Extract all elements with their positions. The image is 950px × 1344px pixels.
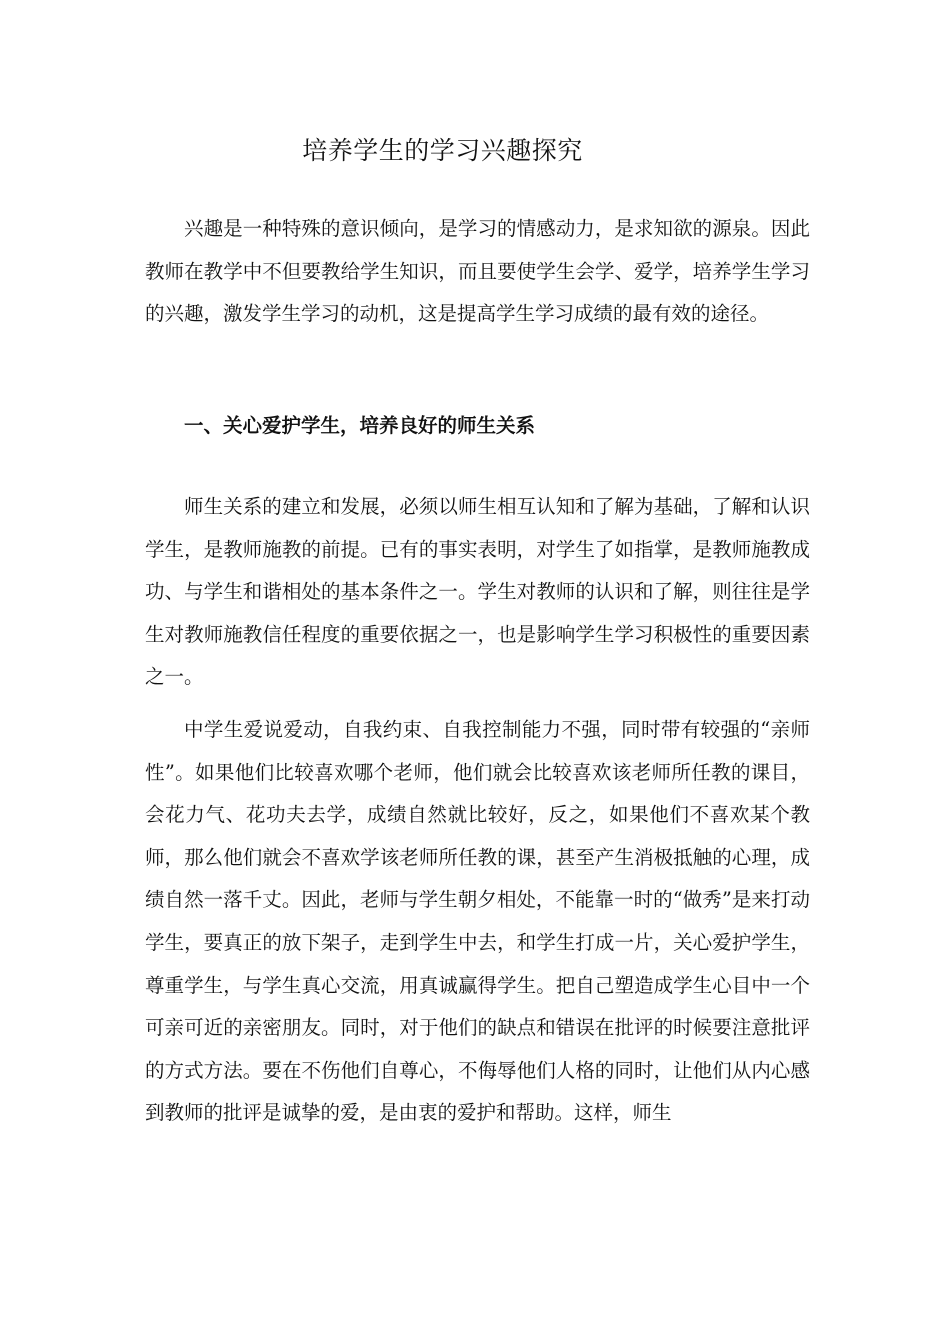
section-heading: 一、关心爱护学生，培养良好的师生关系	[184, 414, 536, 437]
intro-paragraph: 兴趣是一种特殊的意识倾向，是学习的情感动力，是求知欲的源泉。因此教师在教学中不但要教给学生知识，而且要使学生会学、爱学，培养学生学习的兴趣，激发学生学习的动机，这是提高学生学习成绩的最有效的途径。	[145, 217, 810, 326]
body-paragraph: 中学生爱说爱动，自我约束、自我控制能力不强，同时带有较强的“亲师性”。如果他们比较喜欢哪个老师，他们就会比较喜欢该老师所任教的课目，会花力气、花功夫去学，成绩自然就比较好，反之，如果他们不喜欢某个教师，那么他们就会不喜欢学该老师所任教的课，甚至产生消极抵触的心理，成绩自然一落千丈。因此，老师与学生朝夕相处，不能靠一时的“做秀”是来打动学生，要真正的放下架子，走到学生中去，和学生打成一片，关心爱护学生，尊重学生，与学生真心交流，用真诚赢得学生。把自己塑造成学生心目中一个可亲可近的亲密朋友。同时，对于他们的缺点和错误在批评的时候要注意批评的方式方法。要在不伤他们自尊心，不侮辱他们人格的同时，让他们从内心感到教师的批评是诚挚的爱，是由衷的爱护和帮助。这样，师生	[145, 718, 810, 1125]
document-title: 培养学生的学习兴趣探究	[302, 136, 583, 165]
body-paragraph: 师生关系的建立和发展，必须以师生相互认知和了解为基础，了解和认识学生，是教师施教的前提。已有的事实表明，对学生了如指掌，是教师施教成功、与学生和谐相处的基本条件之一。学生对教师的认识和了解，则往往是学生对教师施教信任程度的重要依据之一，也是影响学生学习积极性的重要因素之一。	[145, 495, 810, 689]
